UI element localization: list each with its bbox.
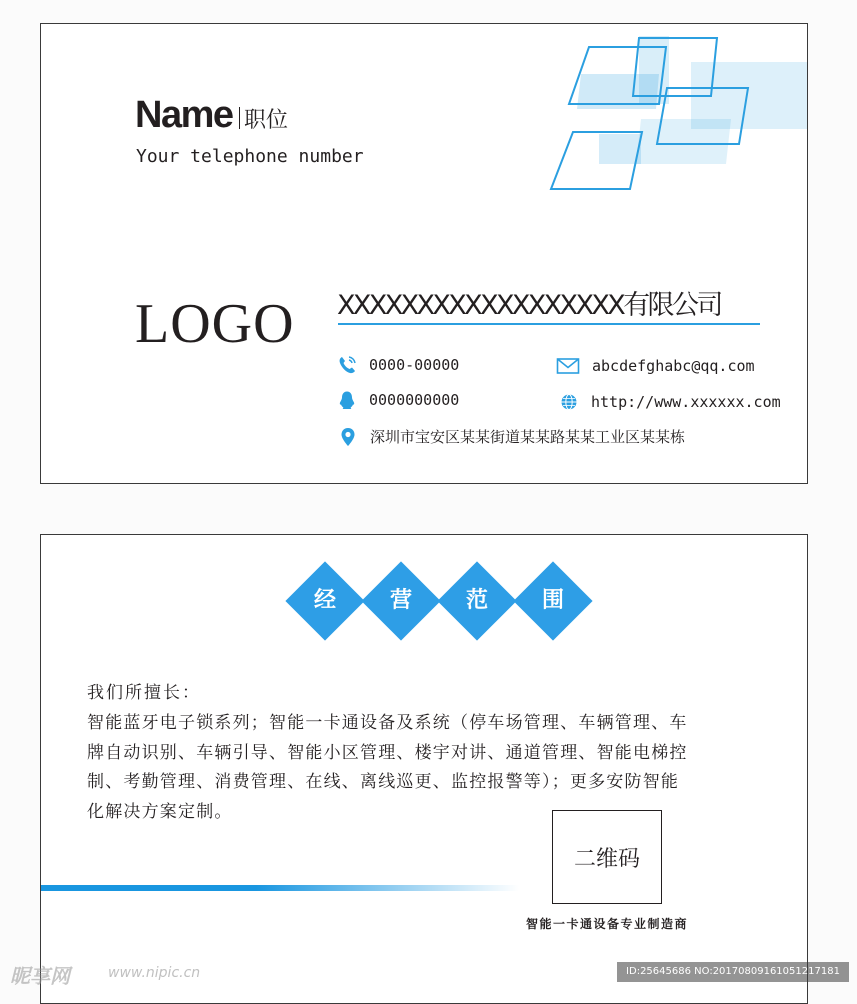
job-position: 职位 (244, 108, 289, 133)
gradient-accent-bar (41, 885, 519, 891)
name-title-line (135, 94, 288, 137)
qq-number: 0000000000 (369, 391, 460, 409)
scope-char: 范 (465, 588, 488, 613)
scope-char: 经 (313, 588, 336, 613)
person-name: Name (135, 94, 233, 136)
business-card-front (40, 23, 808, 484)
scope-char: 围 (541, 588, 564, 613)
qq-penguin-icon (337, 390, 357, 410)
globe-icon (559, 392, 579, 412)
address-text: 深圳市宝安区某某街道某某路某某工业区某某栋 (370, 428, 686, 446)
qr-code-placeholder: 二维码 (552, 810, 662, 904)
qq-row (337, 390, 459, 410)
telephone-placeholder: Your telephone number (136, 146, 364, 167)
phone-icon (337, 355, 357, 375)
business-card-back (40, 534, 808, 1004)
logo-placeholder: LOGO (135, 293, 295, 355)
maker-tagline: 智能一卡通设备专业制造商 (526, 917, 689, 931)
phone-row (337, 355, 459, 375)
watermark-url: www.nipic.cn (108, 965, 201, 981)
scope-diamond-2 (373, 573, 429, 629)
website-url[interactable]: http://www.xxxxxx.com (591, 393, 781, 411)
company-name: XXXXXXXXXXXXXXXXXX有限公司 (337, 290, 721, 321)
scope-diamond-3 (449, 573, 505, 629)
website-row (559, 392, 781, 412)
business-description: 智能蓝牙电子锁系列；智能一卡通设备及系统（停车场管理、车辆管理、车牌自动识别、车辆引导、智能小区管理、楼宇对讲、通道管理、智能电梯控制、考勤管理、消费管理、在线、离线巡更、监控报警等）；更多安防智能化解决方案定制。 (87, 713, 688, 822)
watermark-brand: 昵享网 (10, 964, 70, 988)
scope-diamond-4 (525, 573, 581, 629)
watermark-image-id: ID:25645686 NO:20170809161051217181 (617, 962, 849, 982)
address-row (338, 426, 685, 447)
phone-number: 0000-00000 (369, 356, 460, 374)
scope-char: 营 (389, 588, 412, 613)
email-row (556, 356, 755, 376)
company-underline (338, 323, 760, 325)
envelope-icon (556, 356, 580, 376)
location-pin-icon (338, 427, 358, 447)
name-separator (239, 107, 241, 129)
decorative-parallelograms (541, 24, 808, 204)
scope-diamond-1 (297, 573, 353, 629)
expertise-heading: 我们所擅长： (87, 683, 201, 703)
email-address[interactable]: abcdefghabc@qq.com (592, 357, 755, 375)
